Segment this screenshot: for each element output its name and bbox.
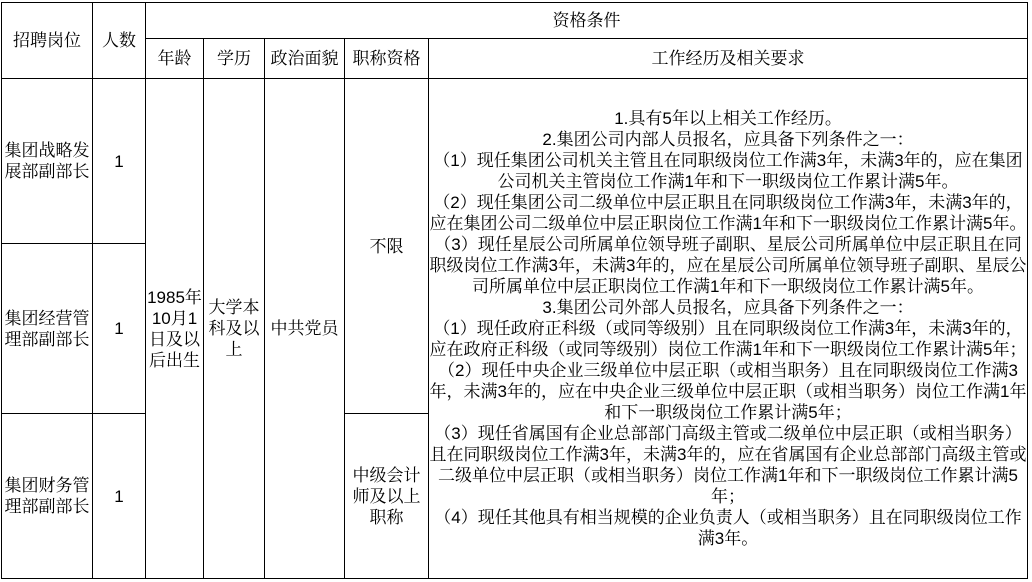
experience-paragraph: （2）现任中央企业三级单位中层正职（或相当职务）且在同职级岗位工作满3年，未满3年的，应在中央企业三级单位中层正职（或相当职务）岗位工作满1年和下一职级岗位工作累计满5年； xyxy=(429,361,1027,422)
header-age: 年龄 xyxy=(146,39,204,79)
political-status-cell: 中共党员 xyxy=(265,79,345,579)
header-row-2 xyxy=(2,39,1028,79)
experience-paragraph: （1）现任集团公司机关主管且在同职级岗位工作满3年，未满3年的，应在集团公司机关主管岗位工作满1年和下一职级岗位工作累计满5年。 xyxy=(433,151,1023,191)
education-cell: 大学本科及以上 xyxy=(204,79,265,579)
title-cell-accountant: 中级会计师及以上职称 xyxy=(345,414,429,579)
experience-paragraph: 3.集团公司外部人员报名，应具备下列条件之一： xyxy=(542,298,914,317)
header-row-1 xyxy=(2,3,1028,39)
experience-paragraph: （3）现任省属国有企业总部部门高级主管或二级单位中层正职（或相当职务）且在同职级岗位工作满3年，未满3年的，应在省属国有企业总部部门高级主管或二级单位中层正职（或相当职务）岗位工作满1年和下一职级岗位工作累计满5年； xyxy=(429,424,1027,506)
position-cell-operations: 集团经营管理部副部长 xyxy=(2,244,93,414)
position-cell-finance: 集团财务管理部副部长 xyxy=(2,414,93,579)
position-cell-strategy: 集团战略发展部副部长 xyxy=(2,79,93,244)
experience-paragraph: 2.集团公司内部人员报名，应具备下列条件之一： xyxy=(542,130,914,149)
header-professional-title: 职称资格 xyxy=(345,39,429,79)
count-cell-strategy: 1 xyxy=(93,79,146,244)
header-education: 学历 xyxy=(204,39,265,79)
header-count: 人数 xyxy=(93,3,146,79)
experience-paragraph: （4）现任其他具有相当规模的企业负责人（或相当职务）且在同职级岗位工作满3年。 xyxy=(434,508,1022,548)
header-position: 招聘岗位 xyxy=(2,3,93,79)
experience-paragraph: （1）现任政府正科级（或同等级别）且在同职级岗位工作满3年，未满3年的，应在政府正科级（或同等级别）岗位工作满1年和下一职级岗位工作累计满5年； xyxy=(429,319,1027,359)
count-cell-finance: 1 xyxy=(93,414,146,579)
recruitment-table xyxy=(1,2,1028,579)
header-political-status: 政治面貌 xyxy=(265,39,345,79)
age-cell: 1985年10月1日及以后出生 xyxy=(146,79,204,579)
experience-paragraph: 1.具有5年以上相关工作经历。 xyxy=(614,109,842,128)
table-row xyxy=(2,79,1028,244)
experience-paragraph: （2）现任集团公司二级单位中层正职且在同职级岗位工作满3年，未满3年的，应在集团公司二级单位中层正职岗位工作满1年和下一职级岗位工作累计满5年。（3）现任星辰公司所属单位领导班子副职、星辰公司所属单位中层正职且在同职级岗位工作满3年，未满3年的，应在星辰公司所属单位领导班子副职、星辰公司所属单位中层正职岗位工作满1年和下一职级岗位工作累计满5年。 xyxy=(429,193,1027,296)
title-cell-unlimited: 不限 xyxy=(345,79,429,414)
experience-cell xyxy=(429,79,1028,579)
header-experience: 工作经历及相关要求 xyxy=(429,39,1028,79)
header-qualifications: 资格条件 xyxy=(146,3,1028,39)
count-cell-operations: 1 xyxy=(93,244,146,414)
